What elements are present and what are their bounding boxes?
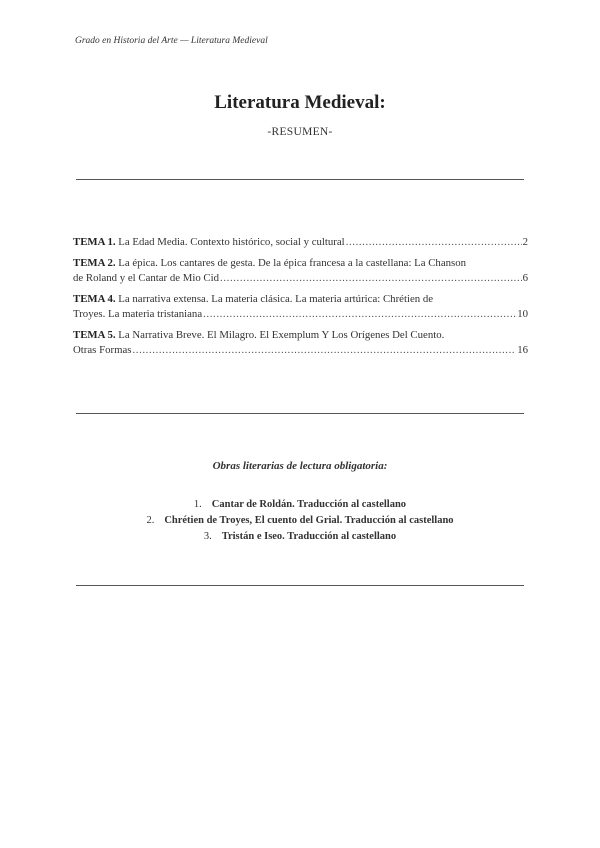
reading-item-number: 3. [203,531,212,542]
reading-item [0,529,600,545]
reading-item [0,497,600,513]
divider-top [76,179,524,180]
toc-page-number: 2 [522,236,528,248]
toc-entry-tema-5[interactable] [73,328,528,359]
toc-title-line: Otras Formas [73,344,132,356]
toc-label: TEMA 4. [73,292,116,305]
toc-page-number: 6 [522,272,528,284]
table-of-contents [73,235,528,364]
toc-title-line: Troyes. La materia tristaniana [73,308,203,320]
running-header: Grado en Historia del Arte — Literatura Medieval [75,36,268,46]
document-title: Literatura Medieval: [214,92,386,113]
reading-item-text: Chrétien de Troyes, El cuento del Grial. Traducción al castellano [164,515,454,526]
reading-item [0,513,600,529]
toc-page-number: 10 [517,308,528,320]
toc-entry-tema-2[interactable] [73,256,528,287]
toc-entry-tema-4[interactable] [73,292,528,323]
toc-leader [203,307,516,323]
toc-leader [132,343,516,359]
required-reading-heading: Obras literarias de lectura obligatoria: [212,460,388,472]
toc-label: TEMA 1. [73,236,116,248]
toc-label: TEMA 5. [73,328,116,341]
reading-item-number: 1. [193,499,202,510]
toc-title: La Edad Media. Contexto histórico, social y cultural [118,236,345,248]
toc-title-line: La épica. Los cantares de gesta. De la épica francesa a la castellana: La Chanson [118,256,467,269]
reading-item-text: Cantar de Roldán. Traducción al castellano [211,499,407,510]
divider-middle [76,413,524,414]
toc-page-number: 16 [517,344,528,356]
document-subtitle: -RESUMEN- [267,126,333,138]
required-reading-list [0,497,600,545]
toc-title-line: La Narrativa Breve. El Milagro. El Exemplum Y Los Orígenes Del Cuento. [118,328,445,341]
divider-bottom [76,585,524,586]
toc-title-line: de Roland y el Cantar de Mio Cid [73,272,220,284]
toc-leader [220,271,522,287]
toc-leader [346,235,522,251]
reading-item-number: 2. [146,515,155,526]
toc-label: TEMA 2. [73,256,116,269]
toc-title-line: La narrativa extensa. La materia clásica. La materia artúrica: Chrétien de [118,292,434,305]
reading-item-text: Tristán e Iseo. Traducción al castellano [221,531,397,542]
toc-entry-tema-1[interactable] [73,235,528,251]
